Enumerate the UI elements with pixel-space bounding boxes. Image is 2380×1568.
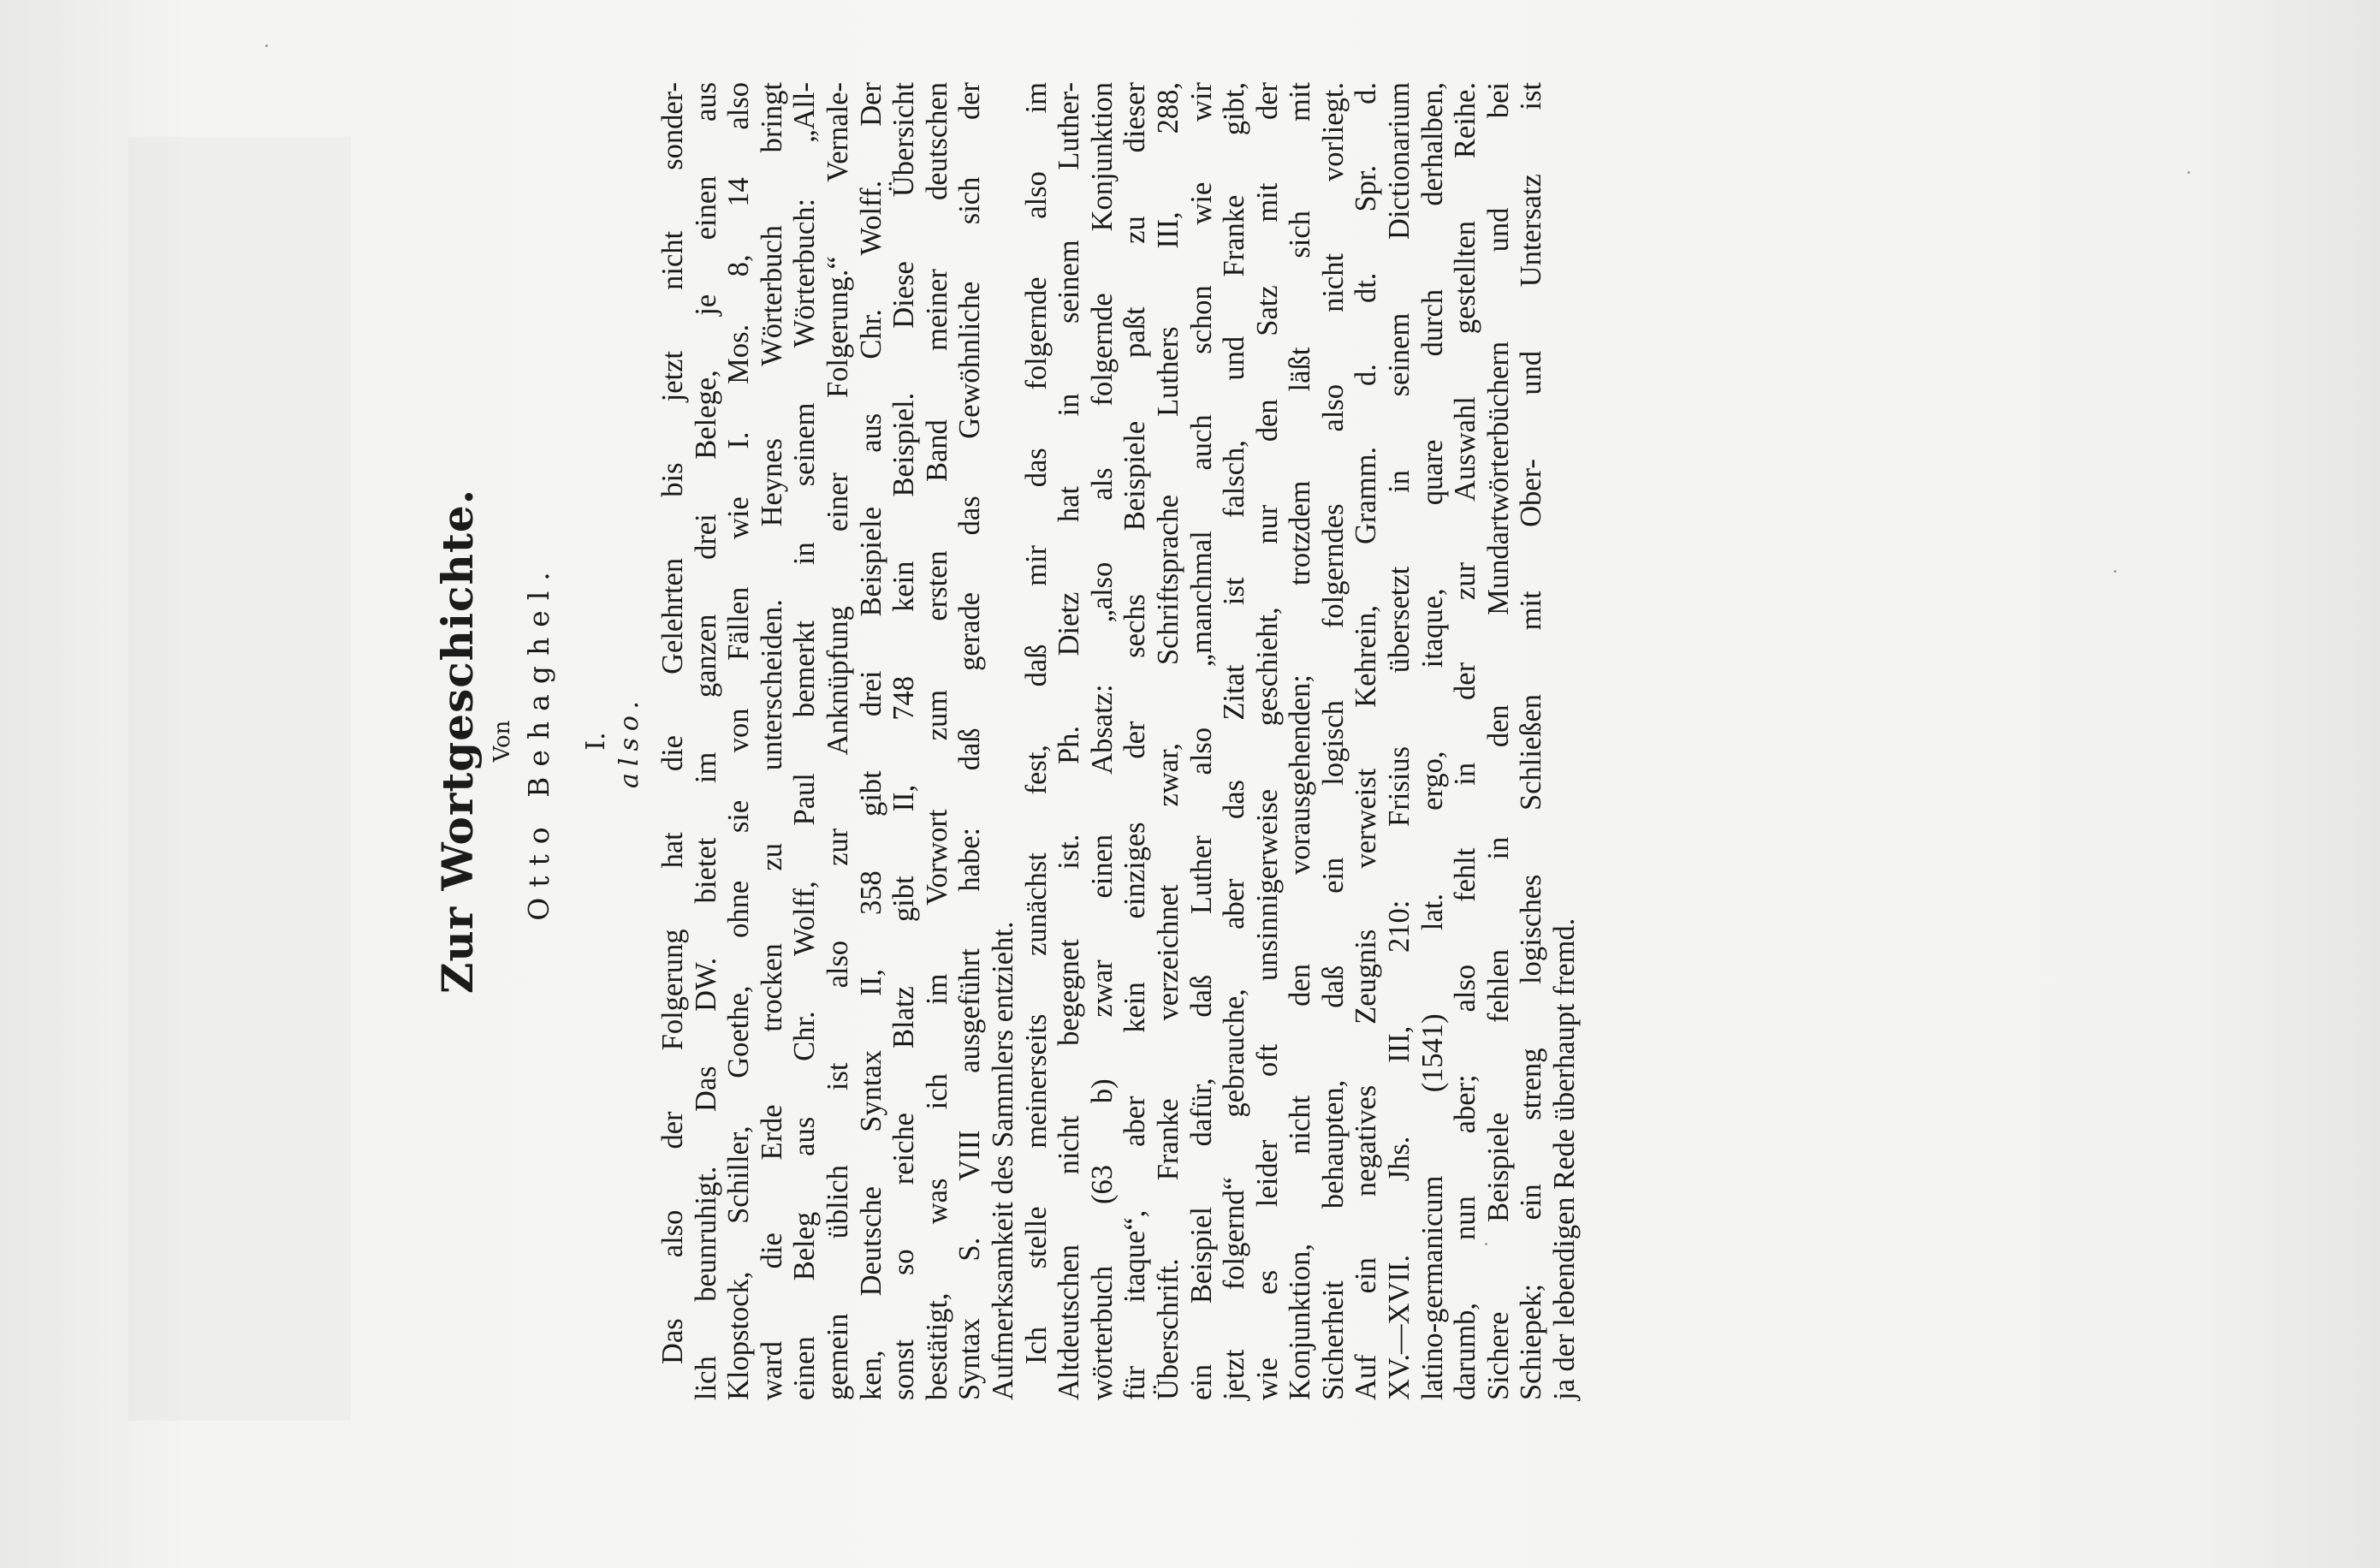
text-line: ward die Erde trocken zu unterscheiden. Heynes Wörterbuch bringt	[755, 82, 788, 1400]
text-line: wörterbuch (63 b) zwar einen Absatz: „also als folgernde Konjunktion	[1085, 82, 1119, 1400]
dust-speck	[2187, 171, 2190, 174]
paragraph-2	[1020, 82, 1582, 1400]
text-line: bestätigt, was ich im Vorwort zum ersten Band meiner deutschen	[920, 82, 953, 1400]
dust-speck	[2114, 570, 2116, 573]
text-line: gemein üblich ist also zur Anknüpfung einer Folgerung.“ Vernale-	[821, 82, 854, 1400]
text-line: lich beunruhigt. Das DW. bietet im ganzen drei Belege, je einen aus	[689, 82, 722, 1400]
text-line: für itaque“, aber kein einziges der sechs Beispiele paßt zu dieser	[1119, 82, 1152, 1400]
text-line: sonst so reiche Blatz gibt II, 748 kein Beispiel. Diese Übersicht	[887, 82, 921, 1400]
rotated-article-page	[415, 82, 1964, 1400]
paragraph-1	[656, 82, 1020, 1400]
byline-prefix: Von	[490, 720, 515, 763]
text-line: Konjunktion, nicht den vorausgehenden; trotzdem läßt sich mit	[1284, 82, 1317, 1400]
dust-speck	[265, 45, 268, 47]
text-line: Syntax S. VIII ausgeführt habe: daß gerade das Gewöhnliche sich der	[953, 82, 987, 1400]
text-line: Sicherheit behaupten, daß ein logisch folgerndes also nicht vorliegt.	[1316, 82, 1350, 1400]
section-title: also.	[614, 694, 644, 788]
text-line: jetzt folgernd“ gebrauche, aber das Zitat ist falsch, und Franke gibt,	[1218, 82, 1251, 1400]
text-line: einen Beleg aus Chr. Wolff, Paul bemerkt in seinem Wörterbuch: „All-	[788, 82, 822, 1400]
text-line: Aufmerksamkeit des Sammlers entzieht.	[986, 921, 1019, 1400]
text-line: wie es leider oft unsinnigerweise geschieht, nur den Satz mit der	[1250, 82, 1284, 1400]
text-line: ken, Deutsche Syntax II, 358 gibt drei Beispiele aus Chr. Wolff. Der	[854, 82, 887, 1400]
text-line: Altdeutschen nicht begegnet ist. Ph. Dietz hat in seinem Luther-	[1053, 82, 1086, 1400]
section-number: I.	[581, 732, 611, 751]
text-line: darumb, nun aber; also fehlt in der zur Auswahl gestellten Reihe.	[1449, 82, 1482, 1400]
article-title: Zur Wortgeschichte.	[432, 488, 483, 995]
text-line: Sichere Beispiele fehlen in den Mundartwörterbüchern und bei	[1481, 82, 1515, 1400]
author-name: Otto Behaghel.	[522, 561, 555, 921]
text-line: Überschrift. Franke verzeichnet zwar, Schriftsprache Luthers III, 288,	[1151, 82, 1184, 1400]
text-line: Ich stelle meinerseits zunächst fest, daß mir das folgernde also im	[1019, 82, 1053, 1364]
text-line: Klopstock, Schiller, Goethe, ohne sie von Fällen wie I. Mos. 8, 14 also	[722, 82, 756, 1400]
text-line: Schiepek; ein streng logisches Schließen mit Ober- und Untersatz ist	[1515, 82, 1548, 1400]
text-line: latino-germanicum (1541) lat. ergo, itaque, quare durch derhalben,	[1416, 82, 1449, 1400]
bleed-through-shadow	[128, 137, 351, 1421]
text-line: Auf ein negatives Zeugnis verweist Kehrein, Gramm. d. dt. Spr. d.	[1350, 82, 1383, 1400]
text-line: XV.—XVII. Jhs. III, 210: Frisius übersetzt in seinem Dictionarium	[1383, 82, 1416, 1400]
text-line: Das also der Folgerung hat die Gelehrten bis jetzt nicht sonder-	[656, 82, 689, 1364]
text-line: ja der lebendigen Rede überhaupt fremd.	[1548, 918, 1582, 1400]
text-line: ein Beispiel dafür, daß Luther also „manchmal auch schon wie wir	[1184, 82, 1218, 1400]
